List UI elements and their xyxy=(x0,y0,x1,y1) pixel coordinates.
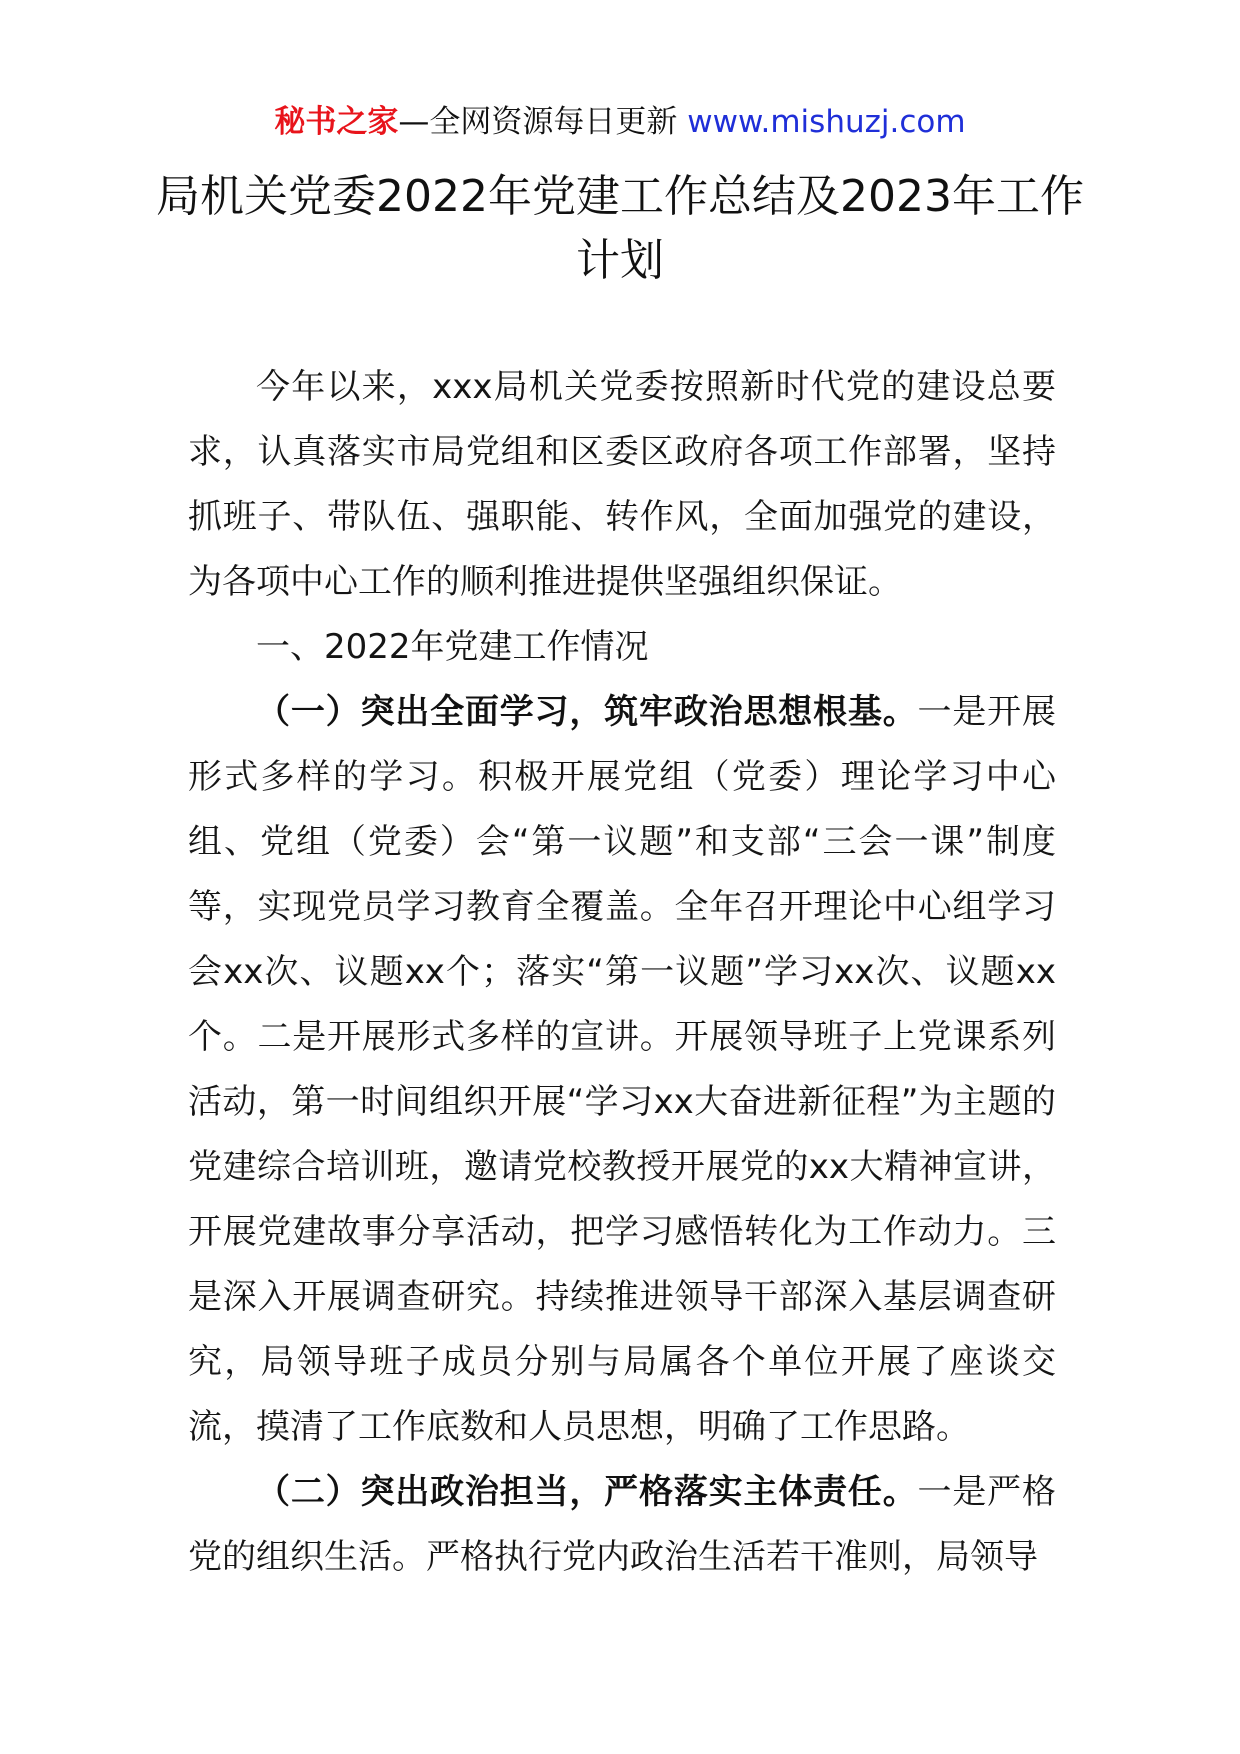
document-body xyxy=(188,355,1056,1590)
subsection-2-paragraph xyxy=(188,1460,1056,1590)
subsection-1-heading: （一）突出全面学习，筑牢政治思想根基。 xyxy=(256,692,918,732)
site-brand: 秘书之家 xyxy=(274,104,399,140)
subsection-2-body: 一是严格党的组织生活。严格执行党内政治生活若干准则，局领导 xyxy=(188,1472,1057,1577)
section-heading-1: 一、2022年党建工作情况 xyxy=(256,627,649,667)
subsection-2-heading: （二）突出政治担当，严格落实主体责任。 xyxy=(256,1472,918,1512)
document-title: 局机关党委2022年党建工作总结及2023年工作计划 xyxy=(156,171,1084,286)
site-url-link[interactable]: www.mishuzj.com xyxy=(687,104,966,140)
intro-paragraph: 今年以来，xxx局机关党委按照新时代党的建设总要求，认真落实市局党组和区委区政府各项工作部署，坚持抓班子、带队伍、强职能、转作风，全面加强党的建设，为各项中心工作的顺利推进提供坚强组织保证。 xyxy=(188,367,1056,602)
site-slogan: —全网资源每日更新 xyxy=(398,104,678,140)
site-header xyxy=(0,102,1240,142)
subsection-1-body: 一是开展形式多样的学习。积极开展党组（党委）理论学习中心组、党组（党委）会“第一议题”和支部“三会一课”制度等，实现党员学习教育全覆盖。全年召开理论中心组学习会xx次、议题xx个；落实“第一议题”学习xx次、议题xx个。二是开展形式多样的宣讲。开展领导班子上党课系列活动，第一时间组织开展“学习xx大奋进新征程”为主题的党建综合培训班，邀请党校教授开展党的xx大精神宣讲，开展党建故事分享活动，把学习感悟转化为工作动力。三是深入开展调查研究。持续推进领导干部深入基层调查研究，局领导班子成员分别与局属各个单位开展了座谈交流，摸清了工作底数和人员思想，明确了工作思路。 xyxy=(188,692,1057,1447)
subsection-1-paragraph xyxy=(188,680,1056,1460)
